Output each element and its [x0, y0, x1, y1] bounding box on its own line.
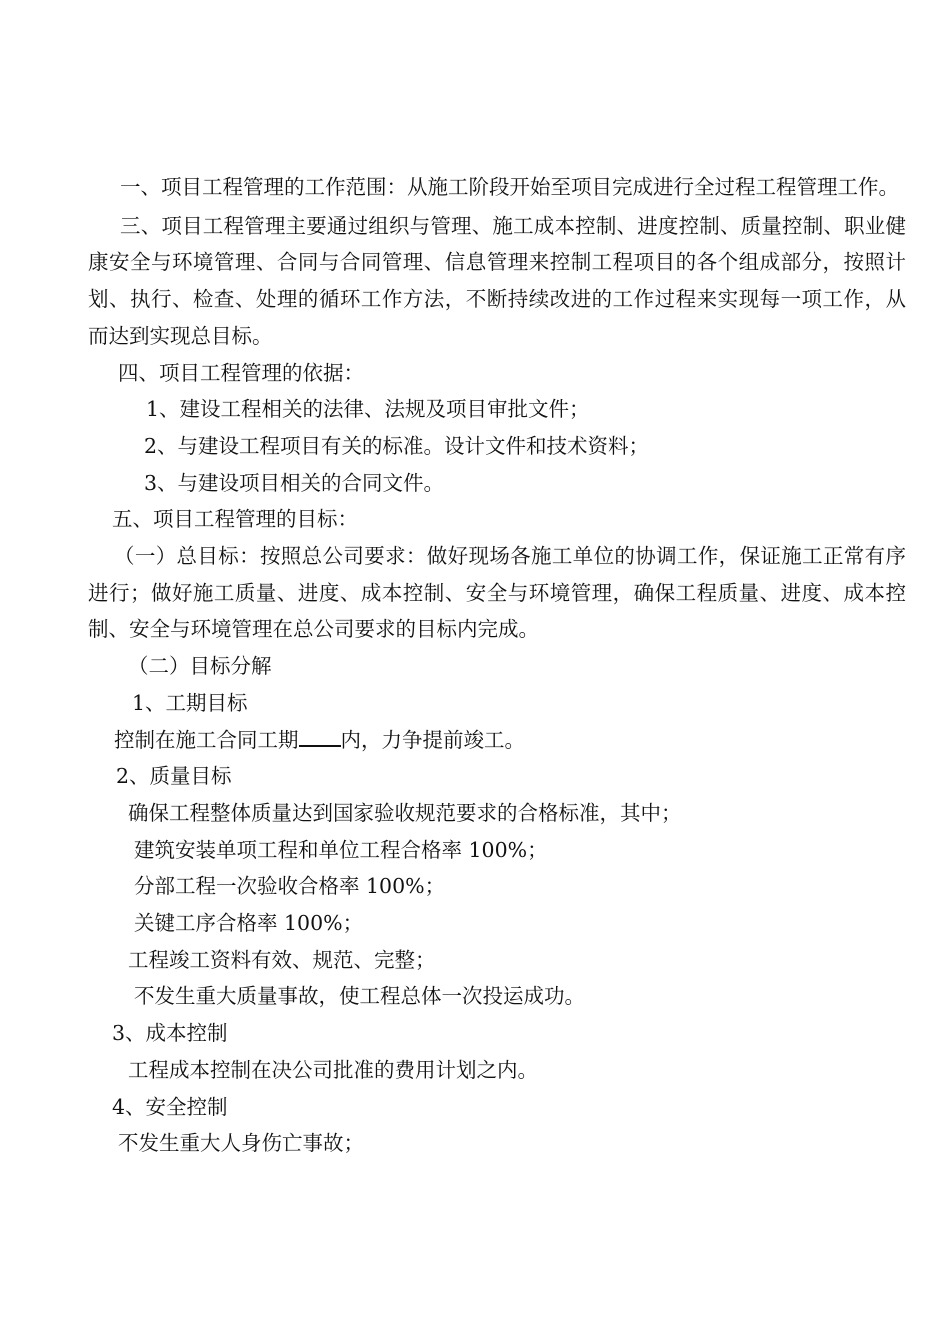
quality-item-5: 工程竣工资料有效、规范、完整； — [128, 947, 436, 972]
blank-underline — [299, 725, 341, 747]
paragraph-schedule-goal — [88, 722, 906, 759]
basis-item-3: 3、与建设项目相关的合同文件。 — [144, 470, 445, 495]
quality-item-1: 确保工程整体质量达到国家验收规范要求的合格标准，其中； — [128, 800, 682, 825]
heading-quality-goal: 2、质量目标 — [116, 764, 232, 789]
schedule-text-after: 内，力争提前竣工。 — [340, 727, 525, 752]
quality-item-2: 建筑安装单项工程和单位工程合格率 100%； — [134, 837, 548, 862]
heading-objectives: 五、项目工程管理的目标： — [112, 507, 358, 532]
paragraph-safety-control: 不发生重大人身伤亡事故； — [118, 1131, 364, 1156]
heading-schedule-goal: 1、工期目标 — [132, 690, 248, 715]
paragraph-cost-control: 工程成本控制在决公司批准的费用计划之内。 — [128, 1057, 538, 1082]
basis-item-1: 1、建设工程相关的法律、法规及项目审批文件； — [146, 397, 590, 422]
basis-item-2: 2、与建设工程项目有关的标准。设计文件和技术资料； — [144, 433, 650, 458]
paragraph-overall-objective: （一）总目标：按照总公司要求：做好现场各施工单位的协调工作，保证施工正常有序进行；做好施工质量、进度、成本控制、安全与环境管理，确保工程质量、进度、成本控制、安全与环境管理在总公司要求的目标内完成。 — [88, 544, 906, 642]
heading-safety-control: 4、安全控制 — [112, 1094, 228, 1119]
document-page — [88, 169, 906, 1162]
quality-item-4: 关键工序合格率 100%； — [134, 911, 364, 936]
quality-item-6: 不发生重大质量事故，使工程总体一次投运成功。 — [134, 984, 585, 1009]
paragraph-work-scope: 一、项目工程管理的工作范围：从施工阶段开始至项目完成进行全过程工程管理工作。 — [120, 175, 899, 199]
quality-item-3: 分部工程一次验收合格率 100%； — [134, 874, 446, 899]
paragraph-management-method: 三、项目工程管理主要通过组织与管理、施工成本控制、进度控制、质量控制、职业健康安全与环境管理、合同与合同管理、信息管理来控制工程项目的各个组成部分，按照计划、执行、检查、处理的循环工作方法，不断持续改进的工作过程来实现每一项工作，从而达到实现总目标。 — [88, 213, 906, 348]
schedule-text-before: 控制在施工合同工期 — [114, 727, 299, 752]
heading-basis: 四、项目工程管理的依据： — [118, 360, 364, 385]
heading-objective-breakdown: （二）目标分解 — [128, 654, 272, 679]
heading-cost-control: 3、成本控制 — [112, 1021, 228, 1046]
